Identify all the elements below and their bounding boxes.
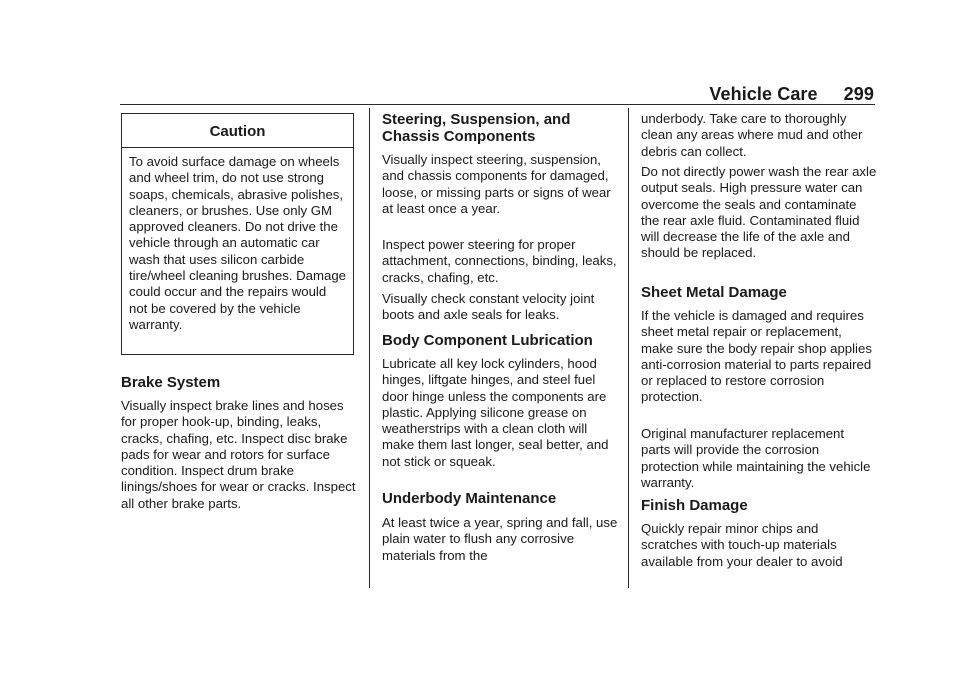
brake-system-text: Visually inspect brake lines and hoses for proper hook-up, binding, leaks, cracks, chafing, etc. Inspect disc brake pads for wear and rotors for surface condition. Inspect drum brake linings/shoes for wear or cracks. Inspect all other brake parts.	[121, 398, 356, 511]
steering-text-2: Inspect power steering for proper attachment, connections, binding, leaks, cracks, chafing, etc.	[382, 237, 617, 285]
running-header	[709, 84, 874, 105]
caution-title: Caution	[209, 123, 266, 140]
caution-box	[121, 113, 354, 355]
section-title: Vehicle Care	[709, 84, 818, 104]
column-divider-2	[628, 108, 629, 588]
heading-brake-system: Brake System	[121, 374, 221, 391]
column-divider-1	[369, 108, 370, 588]
heading-steering: Steering, Suspension, and Chassis Components	[382, 111, 571, 145]
heading-body-lubrication: Body Component Lubrication	[382, 332, 593, 349]
finish-damage-text: Quickly repair minor chips and scratches with touch-up materials available from your dealer to avoid	[641, 521, 843, 569]
sheet-metal-text-1: If the vehicle is damaged and requires sheet metal repair or replacement, make sure the body repair shop applies anti-corrosion material to parts repaired or replaced to restore corrosion protection.	[641, 308, 872, 405]
page-number: 299	[843, 84, 874, 104]
sheet-metal-text-2: Original manufacturer replacement parts will provide the corrosion protection while maintaining the vehicle warranty.	[641, 426, 871, 490]
heading-sheet-metal: Sheet Metal Damage	[641, 284, 787, 301]
underbody-text-2: Do not directly power wash the rear axle output seals. High pressure water can overcome the seals and contaminate the rear axle fluid. Contaminated fluid will decrease the life of the axle and should be replaced.	[641, 164, 877, 261]
heading-finish-damage: Finish Damage	[641, 497, 748, 514]
header-rule	[120, 104, 875, 105]
steering-text-1: Visually inspect steering, suspension, and chassis components for damaged, loose, or missing parts or signs of wear at least once a year.	[382, 152, 611, 216]
lubrication-text: Lubricate all key lock cylinders, hood hinges, liftgate hinges, and steel fuel door hinge unless the components are plastic. Applying silicone grease on weatherstrips with a clean cloth will make them last longer, seal better, and not stick or squeak.	[382, 356, 609, 469]
heading-underbody: Underbody Maintenance	[382, 490, 557, 507]
steering-text-3: Visually check constant velocity joint boots and axle seals for leaks.	[382, 291, 595, 323]
caution-text: To avoid surface damage on wheels and wheel trim, do not use strong soaps, chemicals, abrasive polishes, cleaners, or brushes. Use only GM approved cleaners. Do not drive the vehicle through an automatic car wash that uses silicon carbide tire/wheel cleaning brushes. Damage could occur and the repairs would not be covered by the vehicle warranty.	[129, 154, 346, 332]
underbody-text-1b: underbody. Take care to thoroughly clean any areas where mud and other debris can collect.	[641, 111, 863, 159]
underbody-text-1a: At least twice a year, spring and fall, use plain water to flush any corrosive materials from the	[382, 515, 618, 563]
